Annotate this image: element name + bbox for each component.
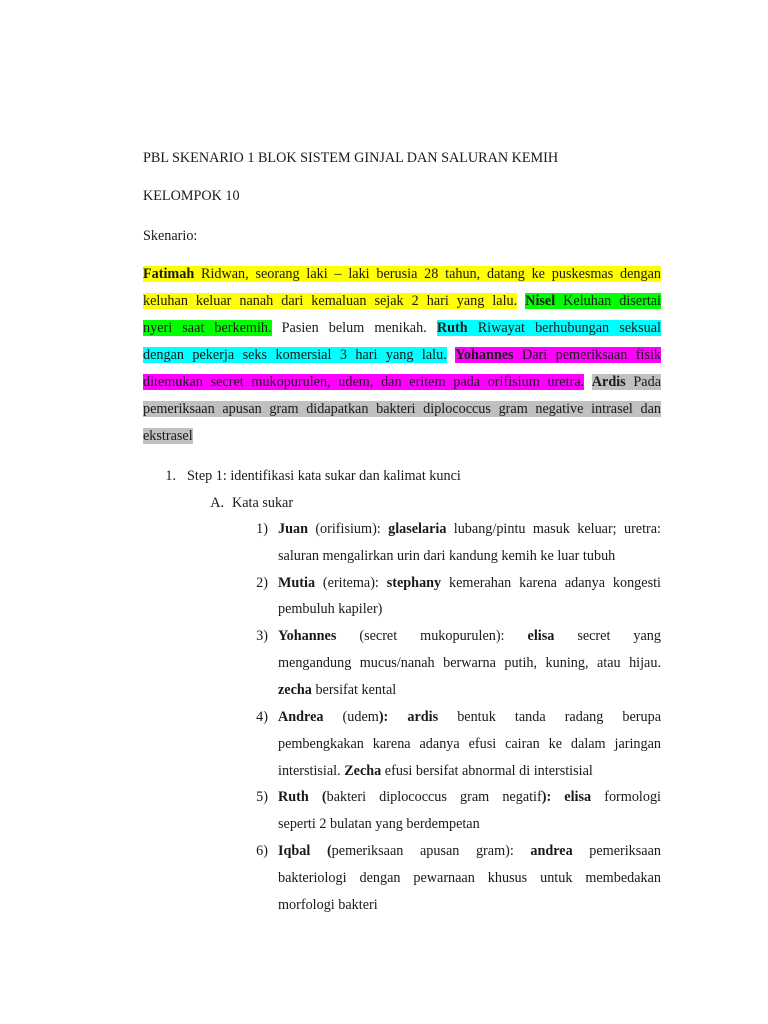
scenario-line-7: ekstrasel — [143, 428, 193, 444]
scenario-line-4: dengan pekerja seks komersial 3 hari yang lalu. Yohannes Dari pemeriksaan fisik — [143, 347, 662, 363]
list-item-continuation: morfologi bakteri — [278, 897, 378, 913]
page-title: PBL SKENARIO 1 BLOK SISTEM GINJAL DAN SALURAN KEMIH — [143, 150, 559, 166]
scenario-line-2: keluhan keluar nanah dari kemaluan sejak 2 hari yang lalu. Nisel Keluhan disertai — [143, 293, 662, 309]
name-ardis: Ardis — [591, 374, 626, 390]
name-nisel: Nisel — [525, 293, 556, 309]
list-item-continuation: zecha bersifat kental — [278, 682, 397, 698]
list-item: Yohannes (secret mukopurulen): elisa secret yang — [278, 628, 661, 644]
list-item-continuation: bakteriologi dengan pewarnaan khusus untuk membedakan — [278, 870, 661, 886]
list-item: Mutia (eritema): stephany kemerahan karena adanya kongesti — [278, 575, 661, 591]
list-item-continuation: saluran mengalirkan urin dari kandung kemih ke luar tubuh — [278, 548, 616, 564]
list-item-continuation: pembuluh kapiler) — [278, 601, 383, 617]
scenario-line-6: pemeriksaan apusan gram didapatkan bakteri diplococcus gram negative intrasel dan — [143, 401, 661, 417]
list-item: Ruth (bakteri diplococcus gram negatif): elisa formologi — [278, 789, 661, 805]
sub-heading: Kata sukar — [232, 495, 294, 511]
item-number: 6) — [256, 843, 268, 859]
group-label: KELOMPOK 10 — [143, 188, 240, 204]
list-item: Andrea (udem): ardis bentuk tanda radang berupa — [278, 709, 662, 725]
item-number: 1) — [256, 521, 268, 537]
item-number: 5) — [256, 789, 268, 805]
list-item-continuation: mengandung mucus/nanah berwarna putih, kuning, atau hijau. — [278, 655, 661, 671]
name-ruth: Ruth — [436, 320, 468, 336]
item-number: 3) — [256, 628, 268, 644]
scenario-line-3: nyeri saat berkemih. Pasien belum menikah. Ruth Riwayat berhubungan seksual — [143, 320, 661, 336]
list-item-continuation: pembengkakan karena adanya efusi cairan ke dalam jaringan — [278, 736, 661, 752]
scenario-label: Skenario: — [143, 228, 198, 244]
scenario-line-1: Fatimah Ridwan, seorang laki – laki berusia 28 tahun, datang ke puskesmas dengan — [143, 266, 661, 282]
list-item: Iqbal (pemeriksaan apusan gram): andrea pemeriksaan — [278, 843, 661, 859]
step-number: 1. — [165, 468, 176, 484]
name-fatimah: Fatimah — [143, 266, 195, 282]
list-item-continuation: seperti 2 bulatan yang berdempetan — [278, 816, 480, 832]
item-number: 2) — [256, 575, 268, 591]
sub-heading-number: A. — [210, 495, 224, 511]
name-yohannes: Yohannes — [455, 347, 514, 363]
scenario-line-5: ditemukan secret mukopurulen, udem, dan eritem pada orifisium uretra. Ardis Pada — [143, 374, 661, 390]
step-title: Step 1: identifikasi kata sukar dan kalimat kunci — [187, 468, 461, 484]
item-number: 4) — [256, 709, 268, 725]
list-item: Juan (orifisium): glaselaria lubang/pintu masuk keluar; uretra: — [278, 521, 661, 537]
list-item-continuation: interstisial. Zecha efusi bersifat abnormal di interstisial — [278, 763, 593, 779]
